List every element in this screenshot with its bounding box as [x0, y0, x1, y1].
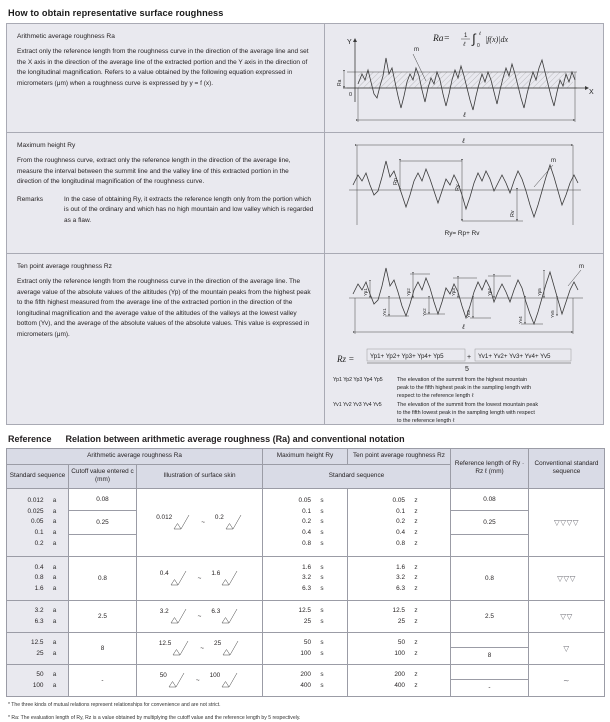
- definition-rz-body: Extract only the reference length from the roughness curve in the direction of the average line. The average value of the absolute values of the altitudes (Yp) of the mountain peaks from the highest peak to the fifth highest measured from the average line of the extracted portion in the direction of the longitudinal magnification and the average value of the altitudes of the valleys at the lowest valley bottom (Yv), and the average of the absolute values of the absolute values. This value is expressed in micrometers (μm).: [17, 278, 311, 338]
- rz-suffix: z: [414, 639, 418, 646]
- roughness-symbol-icon: [170, 608, 188, 624]
- roughness-symbol-icon: [221, 608, 239, 624]
- svg-text:Rz =: Rz =: [337, 354, 355, 364]
- ry-value: 400: [300, 681, 311, 689]
- ry-suffix: s: [320, 607, 324, 614]
- svg-text:m: m: [551, 158, 556, 164]
- svg-text:Yp5: Yp5: [537, 288, 542, 296]
- reference-title: Relation between arithmetic average roughness (Ra) and conventional notation: [65, 434, 405, 444]
- ry-suffix: s: [320, 639, 324, 646]
- illustration-value: 1.6: [211, 570, 221, 578]
- rz-value: 0.05: [392, 496, 405, 504]
- svg-text:Rp: Rp: [393, 178, 399, 185]
- svg-text:Yv4: Yv4: [518, 316, 523, 324]
- ra-value: 100: [32, 681, 44, 689]
- illustration-symbol: [160, 672, 186, 688]
- ry-value: 0.05: [298, 496, 311, 504]
- ra-suffix: a: [52, 585, 57, 593]
- svg-text:Yv2: Yv2: [422, 308, 427, 316]
- cell-cutoff: 0.8: [69, 556, 137, 600]
- ra-value: 0.8: [34, 574, 44, 582]
- definitions-grid: [6, 23, 604, 425]
- roughness-symbol-icon: [225, 514, 243, 530]
- ra-value: 1.6: [34, 585, 44, 593]
- ra-suffix: a: [52, 681, 57, 689]
- svg-text:Yv1: Yv1: [382, 308, 387, 316]
- rz-suffix: z: [414, 496, 418, 504]
- cell-conventional: [529, 632, 605, 664]
- illustration-dash: ~: [197, 574, 202, 582]
- rz-suffix: z: [414, 617, 418, 625]
- ra-value: 0.2: [34, 540, 44, 548]
- definition-ry-text: [7, 132, 325, 253]
- svg-text:Yp1: Yp1: [363, 288, 368, 296]
- table-body: [7, 488, 605, 696]
- ra-suffix: a: [52, 607, 57, 614]
- ry-value: 200: [300, 671, 311, 678]
- svg-text:X: X: [589, 89, 594, 96]
- svg-text:The elevation of the summit fr: The elevation of the summit from the lowest mountain peak: [397, 402, 539, 408]
- ry-value: 0.1: [302, 507, 311, 515]
- ra-value: 0.4: [34, 563, 44, 571]
- roughness-symbol-icon: [172, 640, 190, 656]
- ra-value: 0.1: [34, 529, 44, 537]
- rz-value: 1.6: [396, 563, 405, 571]
- illustration-dash: ~: [200, 644, 205, 652]
- ra-value: 25: [36, 649, 44, 657]
- roughness-symbol-icon: [221, 570, 239, 586]
- svg-text:m: m: [414, 47, 419, 53]
- reflength-spacer: [451, 535, 528, 556]
- definition-rz-figure: [325, 253, 603, 424]
- roughness-symbol-icon: [221, 672, 239, 688]
- rz-value: 12.5: [392, 607, 405, 614]
- cell-conventional: [529, 488, 605, 556]
- ra-value: 0.012: [27, 496, 44, 504]
- cell-rz-sequence: [348, 600, 451, 632]
- svg-text:Yp1+ Yp2+ Yp3+ Yp4+ Yp5: Yp1+ Yp2+ Yp3+ Yp4+ Yp5: [370, 353, 444, 360]
- svg-text:Yv3: Yv3: [466, 310, 471, 318]
- svg-text:ℓ: ℓ: [463, 111, 466, 119]
- ry-suffix: s: [320, 518, 324, 526]
- rz-suffix: z: [414, 681, 418, 689]
- ra-value: 50: [36, 671, 44, 678]
- ry-relation: Ry= Rp+ Rv: [444, 230, 480, 237]
- svg-text:m: m: [579, 264, 584, 270]
- svg-text:ℓ: ℓ: [462, 137, 465, 145]
- ry-suffix: s: [320, 574, 324, 582]
- table-row: [7, 600, 605, 632]
- illustration-symbol: [160, 608, 188, 624]
- footnote-2: * Ra: The evaluation length of Ry, Rz is a value obtained by multiplying the cutoff value and the reference length by 5 respectively.: [8, 714, 301, 721]
- cell-rz-sequence: [348, 632, 451, 664]
- svg-text:Yp4: Yp4: [487, 288, 492, 296]
- ry-value: 12.5: [298, 607, 311, 614]
- ry-suffix: s: [320, 585, 324, 593]
- conventional-notation: ▽▽▽: [557, 573, 576, 583]
- cell-ra-sequence: [7, 488, 69, 556]
- rz-suffix: z: [414, 529, 418, 537]
- illustration-symbol: [159, 640, 190, 656]
- rz-value: 100: [394, 649, 405, 657]
- ry-suffix: s: [320, 529, 324, 537]
- definition-ry-heading: Maximum height Ry: [17, 142, 76, 149]
- header-cutoff: Cutoff value entered c (mm): [69, 464, 137, 488]
- svg-text:5: 5: [465, 366, 469, 373]
- ry-value: 0.2: [302, 518, 311, 526]
- table-row: [7, 488, 605, 556]
- definition-rz-heading: Ten point average roughness Rz: [17, 263, 112, 270]
- rz-value: 200: [394, 671, 405, 678]
- cell-rz-sequence: [348, 664, 451, 696]
- rz-suffix: z: [414, 518, 418, 526]
- illustration-value: 25: [214, 640, 222, 648]
- roughness-symbol-icon: [222, 640, 240, 656]
- header-group-ra: Arithmetic average roughness Ra: [7, 449, 263, 465]
- svg-text:ℓ: ℓ: [479, 32, 482, 37]
- ra-value: 0.025: [27, 507, 44, 515]
- cell-reflength-group: [451, 664, 529, 696]
- rz-value: 3.2: [396, 574, 405, 582]
- svg-text:1: 1: [464, 33, 468, 39]
- rz-suffix: z: [414, 649, 418, 657]
- ra-suffix: a: [52, 529, 57, 537]
- ry-suffix: s: [320, 563, 324, 571]
- roughness-symbol-icon: [168, 672, 186, 688]
- ra-suffix: a: [52, 574, 57, 582]
- svg-text:ℓ: ℓ: [462, 323, 465, 331]
- svg-text:Ry: Ry: [455, 184, 461, 191]
- svg-text:|f(x)|dx: |f(x)|dx: [485, 35, 509, 44]
- cell-ra-sequence: [7, 664, 69, 696]
- rz-suffix: z: [414, 540, 418, 548]
- svg-text:∫: ∫: [472, 31, 476, 46]
- illustration-symbol: [214, 640, 240, 656]
- svg-text:Yp2: Yp2: [406, 288, 411, 296]
- ra-value: 3.2: [34, 607, 44, 614]
- cell-ry-sequence: [263, 488, 348, 556]
- ra-suffix: a: [52, 639, 57, 646]
- ra-value: 12.5: [31, 639, 44, 646]
- svg-text:to the fifth lowest peak in th: to the fifth lowest peak in the sampling length with respect: [397, 410, 535, 416]
- cell-cutoff: 8: [69, 632, 137, 664]
- ra-value: 0.05: [31, 518, 44, 526]
- svg-text:The elevation of the summit fr: The elevation of the summit from the highest mountain: [397, 377, 528, 383]
- cell-ry-sequence: [263, 632, 348, 664]
- svg-text:peak to the fifth highest peak: peak to the fifth highest peak in the sampling length with: [397, 385, 531, 391]
- svg-text:Y: Y: [347, 39, 352, 46]
- rz-value: 6.3: [396, 585, 405, 593]
- cell-cutoff: 2.5: [69, 600, 137, 632]
- definition-ra-text: [7, 24, 325, 132]
- ra-suffix: a: [52, 671, 57, 678]
- reflength-spacer: [451, 633, 528, 647]
- header-standard-sequence-span: Standard sequence: [263, 464, 451, 488]
- svg-text:0: 0: [349, 92, 353, 98]
- ra-suffix: a: [52, 540, 57, 548]
- reflength-spacer: [451, 665, 528, 679]
- ra-value: 6.3: [34, 617, 44, 625]
- illustration-value: 3.2: [159, 608, 169, 616]
- ry-value: 1.6: [302, 563, 311, 571]
- rz-suffix: z: [414, 671, 418, 678]
- illustration-value: 6.3: [211, 608, 221, 616]
- header-conventional: Conventional standard sequence: [529, 449, 605, 489]
- ry-suffix: s: [320, 496, 324, 504]
- illustration-value: 0.2: [214, 514, 224, 522]
- rz-suffix: z: [414, 574, 418, 582]
- ra-suffix: a: [52, 617, 57, 625]
- remark-text: In the case of obtaining Ry, it extracts the reference length only from the portion which is out of the ordinary and which has no high mountain and low valley which is regarded as a flaw.: [64, 195, 314, 224]
- cell-ra-sequence: [7, 632, 69, 664]
- cutoff-spacer: [69, 535, 136, 556]
- svg-text:Yv5: Yv5: [550, 310, 555, 318]
- cell-illustration: [137, 632, 263, 664]
- rz-suffix: z: [414, 585, 418, 593]
- ry-suffix: s: [320, 540, 324, 548]
- illustration-value: 50: [159, 672, 167, 680]
- ra-suffix: a: [52, 496, 57, 504]
- header-group-ry: Maximum height Ry: [263, 449, 348, 465]
- illustration-symbol: [215, 514, 243, 530]
- header-group-rz: Ten point average roughness Rz: [348, 449, 451, 465]
- svg-text:Rv: Rv: [510, 210, 516, 217]
- ry-value: 25: [303, 617, 311, 625]
- header-reference-length: Reference length of Ry · Rz ℓ (mm): [451, 449, 529, 489]
- cell-ry-sequence: [263, 664, 348, 696]
- conventional-notation: ▽▽: [560, 611, 573, 621]
- cell-conventional: [529, 556, 605, 600]
- table-row: [7, 556, 605, 600]
- cell-ra-sequence: [7, 600, 69, 632]
- illustration-symbol: [210, 672, 240, 688]
- svg-text:Ra: Ra: [337, 79, 343, 86]
- table-row: [7, 632, 605, 664]
- reflength-cell: -: [451, 679, 528, 695]
- reflength-cell: 0.25: [451, 511, 528, 535]
- ry-suffix: s: [320, 671, 324, 678]
- reference-label: Reference: [8, 434, 52, 444]
- cutoff-cell: 0.08: [69, 489, 136, 511]
- svg-text:Yv1+ Yv2+ Yv3+ Yv4+ Yv5: Yv1+ Yv2+ Yv3+ Yv4+ Yv5: [478, 353, 551, 360]
- cell-conventional: [529, 600, 605, 632]
- cell-ra-sequence: [7, 556, 69, 600]
- ry-value: 50: [303, 639, 311, 646]
- svg-text:Yp3: Yp3: [451, 288, 456, 296]
- illustration-value: 0.4: [159, 570, 169, 578]
- rz-value: 50: [397, 639, 405, 646]
- illustration-symbol: [211, 570, 239, 586]
- ry-value: 6.3: [302, 585, 311, 593]
- rz-value: 400: [394, 681, 405, 689]
- definition-ry-body: From the roughness curve, extract only the reference length in the direction of the average line, measure the interval between the summit line and the valley line of this extracted portion in the direction of the longitudinal magnification of the roughness curve.: [17, 157, 291, 186]
- ry-value: 3.2: [302, 574, 311, 582]
- svg-text:to the reference length ℓ: to the reference length ℓ: [397, 418, 455, 424]
- rz-value: 25: [397, 617, 405, 625]
- header-standard-sequence: Standard sequence: [7, 464, 69, 488]
- cell-illustration: [137, 600, 263, 632]
- rz-suffix: z: [414, 607, 418, 614]
- ry-suffix: s: [320, 507, 324, 515]
- cell-conventional: [529, 664, 605, 696]
- table-row: [7, 664, 605, 696]
- ry-suffix: s: [320, 681, 324, 689]
- ry-suffix: s: [320, 617, 324, 625]
- cell-reflength-group: [451, 488, 529, 556]
- page-title: How to obtain representative surface roughness: [8, 8, 224, 18]
- rz-suffix: z: [414, 507, 418, 515]
- definition-ry-remark: [17, 195, 314, 227]
- illustration-dash: ~: [195, 676, 200, 684]
- svg-text:ℓ: ℓ: [463, 41, 466, 48]
- cell-illustration: [137, 556, 263, 600]
- cutoff-cell: 0.25: [69, 511, 136, 535]
- roughness-symbol-icon: [173, 514, 191, 530]
- definition-ra-body: Extract only the reference length from the roughness curve in the direction of the average line and set the X axis in the direction of the average line of the extracted portion and the Y axis in the direction of the longitudinal magnification. Refers to a value obtained by the following equation expressed in micrometers (μm) when a roughness curve is expressed by y = f (x).: [17, 48, 309, 87]
- svg-text:Yv1 Yv2 Yv3 Yv4 Yv5: Yv1 Yv2 Yv3 Yv4 Yv5: [333, 402, 382, 408]
- illustration-dash: ~: [201, 518, 205, 526]
- remark-label: Remarks: [17, 195, 44, 203]
- ry-suffix: s: [320, 649, 324, 657]
- ra-diagram: [325, 24, 603, 132]
- definition-ra-figure: [325, 24, 603, 132]
- illustration-value: 0.012: [156, 514, 173, 522]
- reflength-cell: 8: [451, 647, 528, 663]
- cell-cutoff-group: [69, 488, 137, 556]
- illustration-value: 12.5: [158, 640, 172, 648]
- svg-text:Yp1 Yp2 Yp3 Yp4 Yp5: Yp1 Yp2 Yp3 Yp4 Yp5: [333, 377, 383, 383]
- ry-value: 0.8: [302, 540, 311, 548]
- footnote-1: * The three kinds of mutual relations represent relationships for convenience and are not strict.: [8, 701, 221, 708]
- svg-text:0: 0: [477, 43, 480, 49]
- illustration-symbol: [160, 570, 188, 586]
- cell-reference-length: 0.8: [451, 556, 529, 600]
- cell-rz-sequence: [348, 556, 451, 600]
- reflength-cell: 0.08: [451, 489, 528, 511]
- rz-suffix: z: [414, 563, 418, 571]
- cell-illustration: [137, 664, 263, 696]
- rz-value: 0.8: [396, 540, 405, 548]
- cell-ry-sequence: [263, 600, 348, 632]
- cell-rz-sequence: [348, 488, 451, 556]
- illustration-dash: ~: [197, 612, 202, 620]
- ra-suffix: a: [52, 563, 57, 571]
- header-illustration: Illustration of surface skin: [137, 464, 263, 488]
- illustration-symbol: [211, 608, 239, 624]
- definition-rz-text: [7, 253, 325, 424]
- reference-header: [8, 434, 604, 444]
- rz-value: 0.1: [396, 507, 405, 515]
- illustration-value: 100: [209, 672, 221, 680]
- ra-suffix: a: [52, 518, 57, 526]
- table-header-group-row: [7, 449, 605, 465]
- conventional-notation: ▽: [563, 643, 570, 653]
- ry-value: 0.4: [302, 529, 311, 537]
- cell-reference-length: 2.5: [451, 600, 529, 632]
- cell-illustration: [137, 488, 263, 556]
- cell-ry-sequence: [263, 556, 348, 600]
- cell-cutoff: -: [69, 664, 137, 696]
- definition-ry-figure: [325, 132, 603, 253]
- rz-value: 0.4: [396, 529, 405, 537]
- roughness-symbol-icon: [170, 570, 188, 586]
- rz-formula: [325, 346, 603, 424]
- cell-reflength-group: [451, 632, 529, 664]
- svg-text:respect to the reference lengt: respect to the reference length ℓ: [397, 393, 474, 399]
- conventional-notation: ▽▽▽▽: [553, 517, 580, 527]
- roughness-relation-table: [6, 448, 605, 697]
- svg-text:Ra=: Ra=: [433, 34, 450, 44]
- ry-value: 100: [300, 649, 311, 657]
- svg-text:+: +: [467, 354, 472, 361]
- rz-diagram: [325, 258, 603, 346]
- rz-value: 0.2: [396, 518, 405, 526]
- conventional-notation: ∼: [563, 675, 570, 685]
- ry-diagram: [325, 133, 603, 253]
- definition-ra-heading: Arithmetic average roughness Ra: [17, 33, 115, 40]
- ra-suffix: a: [52, 507, 57, 515]
- ra-suffix: a: [52, 649, 57, 657]
- illustration-symbol: [156, 514, 191, 530]
